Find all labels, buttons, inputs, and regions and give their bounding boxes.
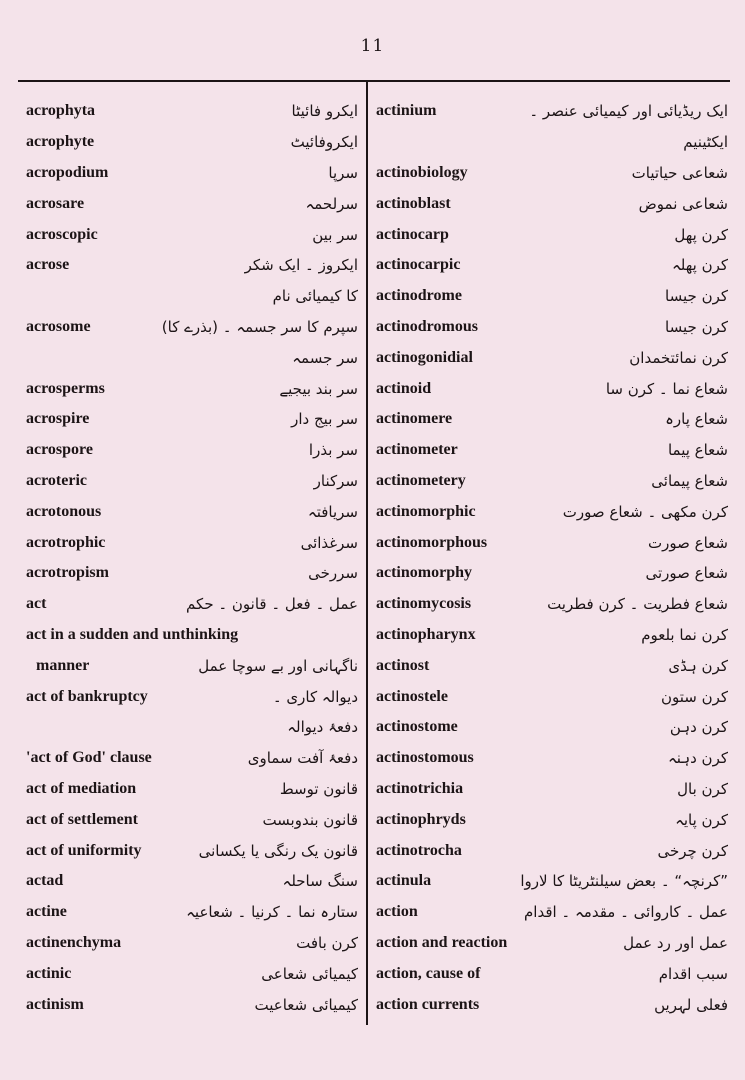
dictionary-entry xyxy=(376,958,728,989)
dictionary-entry xyxy=(376,342,728,373)
entry-term: action, cause of xyxy=(376,964,481,982)
dictionary-entry xyxy=(26,435,358,466)
entry-term: actinost xyxy=(376,656,430,674)
dictionary-entry xyxy=(26,958,358,989)
entry-translation: شعاع پیمائی xyxy=(651,471,728,490)
dictionary-entry xyxy=(376,650,728,681)
entry-translation: شعاع پیما xyxy=(667,441,728,460)
dictionary-entry xyxy=(376,589,728,620)
dictionary-entry xyxy=(26,866,358,897)
dictionary-entry xyxy=(26,743,358,774)
entry-term: action currents xyxy=(376,995,480,1013)
dictionary-entry xyxy=(376,158,728,189)
dictionary-entry xyxy=(26,897,358,928)
entry-translation: سر بذرا xyxy=(308,441,358,460)
left-column xyxy=(26,96,358,1020)
dictionary-entry xyxy=(376,774,728,805)
entry-term: actinometer xyxy=(376,441,458,459)
dictionary-entry xyxy=(376,712,728,743)
column-divider xyxy=(366,80,368,1025)
entry-translation: سر بیج دار xyxy=(291,410,358,429)
entry-term: act xyxy=(26,595,47,613)
dictionary-entry xyxy=(26,404,358,435)
entry-translation: شعاعی نموض xyxy=(638,194,728,213)
dictionary-entry xyxy=(376,281,728,312)
dictionary-entry xyxy=(376,188,728,219)
entry-term: actinocarp xyxy=(376,225,449,243)
dictionary-entry xyxy=(376,743,728,774)
entry-term: actinostomous xyxy=(376,749,474,767)
dictionary-entry xyxy=(376,496,728,527)
entry-translation: کرن جیسا xyxy=(665,287,728,306)
entry-translation: شعاعی حیاتیات xyxy=(631,163,728,182)
dictionary-entry xyxy=(26,496,358,527)
dictionary-entry xyxy=(376,373,728,404)
entry-term: actinometery xyxy=(376,471,466,489)
dictionary-entry xyxy=(26,527,358,558)
entry-term: acrosperms xyxy=(26,379,105,397)
entry-translation: ایکٹینیم xyxy=(683,133,728,152)
dictionary-entry xyxy=(26,620,358,651)
entry-translation: ایک ریڈیائی اور کیمیائی عنصر ۔ xyxy=(529,102,728,121)
entry-term: actinula xyxy=(376,872,432,890)
entry-term: actinogonidial xyxy=(376,348,473,366)
entry-translation: ”کرنچہ“ ۔ بعض سیلنٹریٹا کا لاروا xyxy=(520,872,728,891)
dictionary-entry xyxy=(376,219,728,250)
dictionary-entry xyxy=(26,219,358,250)
dictionary-entry xyxy=(26,158,358,189)
entry-translation: سرکنار xyxy=(313,471,358,490)
entry-term: action xyxy=(376,903,418,921)
entry-translation: دفعۂ دیوالہ xyxy=(287,718,358,737)
entry-translation: ستارہ نما ۔ کرنیا ۔ شعاعیہ xyxy=(186,903,358,922)
entry-translation: کرن بال xyxy=(677,779,728,798)
dictionary-entry xyxy=(26,96,358,127)
dictionary-entry xyxy=(376,928,728,959)
entry-term: 'act of God' clause xyxy=(26,749,152,767)
dictionary-entry xyxy=(376,96,728,127)
entry-translation: سنگ ساحلہ xyxy=(282,872,358,891)
entry-translation: عمل ۔ فعل ۔ قانون ۔ حکم xyxy=(186,595,358,614)
entry-translation: کرن دہن xyxy=(669,718,728,737)
entry-term: actinodrome xyxy=(376,287,462,305)
entry-term: actine xyxy=(26,903,67,921)
entry-term: actinocarpic xyxy=(376,256,461,274)
dictionary-entry xyxy=(26,558,358,589)
entry-translation: سرلحمہ xyxy=(305,194,358,213)
entry-translation: کرن پایہ xyxy=(675,810,728,829)
entry-term: actinomere xyxy=(376,410,453,428)
entry-term: actinotrocha xyxy=(376,841,462,859)
entry-term: actinium xyxy=(376,102,437,120)
entry-term: acrosome xyxy=(26,317,91,335)
entry-term: act of settlement xyxy=(26,810,138,828)
entry-term: actinopharynx xyxy=(376,625,476,643)
entry-translation: ایکرو فائیٹا xyxy=(291,102,358,121)
entry-term: acrotonous xyxy=(26,502,102,520)
entry-translation: دفعۂ آفت سماوی xyxy=(247,749,358,768)
entry-term: actad xyxy=(26,872,64,890)
entry-term: acrophyte xyxy=(26,133,95,151)
entry-translation: کرن نمائتخمدان xyxy=(629,348,728,367)
entry-term: actinism xyxy=(26,995,84,1013)
entry-term: actinomorphy xyxy=(376,564,472,582)
entry-term: acrospire xyxy=(26,410,90,428)
entry-translation: سرغذائی xyxy=(300,533,358,552)
entry-term: act of mediation xyxy=(26,779,137,797)
entry-term: action and reaction xyxy=(376,933,508,951)
dictionary-entry xyxy=(26,127,358,158)
entry-translation: سپرم کا سر جسمہ ۔ (بذرے کا) xyxy=(161,317,358,336)
entry-translation: شعاع پارہ xyxy=(665,410,728,429)
dictionary-entry xyxy=(26,466,358,497)
entry-term: acrotrophic xyxy=(26,533,106,551)
dictionary-entry xyxy=(26,250,358,281)
entry-translation: سبب اقدام xyxy=(658,964,728,983)
entry-translation: سرپا xyxy=(328,163,358,182)
entry-translation: کرن ستون xyxy=(660,687,728,706)
entry-translation: کرن جیسا xyxy=(665,317,728,336)
entry-term: actinomorphous xyxy=(376,533,488,551)
dictionary-entry xyxy=(376,466,728,497)
entry-translation: قانون توسط xyxy=(279,779,358,798)
entry-translation: سریافتہ xyxy=(307,502,358,521)
page-number: 11 xyxy=(360,36,385,56)
entry-term: acropodium xyxy=(26,163,109,181)
entry-term: actinenchyma xyxy=(26,933,122,951)
dictionary-entry xyxy=(376,681,728,712)
entry-translation: شعاع نما ۔ کرن سا xyxy=(605,379,728,398)
entry-translation: عمل اور رد عمل xyxy=(623,933,728,952)
entry-translation: کا کیمیائی نام xyxy=(272,287,358,306)
entry-translation: سر جسمہ xyxy=(292,348,358,367)
dictionary-entry xyxy=(376,835,728,866)
dictionary-entry xyxy=(26,835,358,866)
entry-term: act of uniformity xyxy=(26,841,142,859)
dictionary-entry xyxy=(376,989,728,1020)
entry-translation: کرن دہنہ xyxy=(668,749,728,768)
entry-translation: کیمیائی شعاعیت xyxy=(254,995,358,1014)
dictionary-entry xyxy=(26,989,358,1020)
entry-translation: کرن مکھی ۔ شعاع صورت xyxy=(562,502,728,521)
entry-translation: سر بند بیجیے xyxy=(279,379,358,398)
entry-term: acrospore xyxy=(26,441,93,459)
entry-term: actinoblast xyxy=(376,194,451,212)
dictionary-entry xyxy=(26,774,358,805)
entry-term: actinodromous xyxy=(376,317,478,335)
entry-term: actinomorphic xyxy=(376,502,476,520)
dictionary-entry xyxy=(376,435,728,466)
entry-term: manner xyxy=(36,656,90,674)
entry-translation: شعاع صورتی xyxy=(645,564,728,583)
dictionary-entry xyxy=(376,866,728,897)
entry-term: actinoid xyxy=(376,379,432,397)
dictionary-entry xyxy=(376,404,728,435)
dictionary-entry xyxy=(376,897,728,928)
entry-term: acrophyta xyxy=(26,102,96,120)
entry-term: acroteric xyxy=(26,471,87,489)
top-rule xyxy=(18,80,730,82)
dictionary-entry xyxy=(26,589,358,620)
entry-translation: سر بین xyxy=(312,225,358,244)
dictionary-entry xyxy=(26,342,358,373)
entry-term: actinostome xyxy=(376,718,458,736)
entry-term: actinobiology xyxy=(376,163,468,181)
dictionary-entry xyxy=(376,127,728,158)
entry-translation: کرن پھل xyxy=(674,225,728,244)
dictionary-entry xyxy=(26,188,358,219)
right-column xyxy=(376,96,728,1020)
entry-translation: ایکروفائیٹ xyxy=(290,133,358,152)
entry-term: acrose xyxy=(26,256,70,274)
dictionary-entry xyxy=(376,558,728,589)
entry-term: acrosare xyxy=(26,194,85,212)
dictionary-entry xyxy=(26,281,358,312)
entry-translation: قانون یک رنگی یا یکسانی xyxy=(198,841,358,860)
dictionary-entry xyxy=(26,373,358,404)
entry-term: acroscopic xyxy=(26,225,98,243)
dictionary-entry xyxy=(376,804,728,835)
entry-term: actinotrichia xyxy=(376,779,464,797)
entry-translation: سررخی xyxy=(308,564,358,583)
dictionary-entry xyxy=(26,650,358,681)
dictionary-entry xyxy=(376,620,728,651)
entry-translation: ناگہانی اور بے سوچا عمل xyxy=(198,656,358,675)
dictionary-entry xyxy=(26,928,358,959)
entry-translation: کرن نما بلعوم xyxy=(641,625,728,644)
entry-term: act of bankruptcy xyxy=(26,687,148,705)
dictionary-entry xyxy=(26,712,358,743)
dictionary-entry xyxy=(376,527,728,558)
dictionary-entry xyxy=(376,312,728,343)
entry-translation: عمل ۔ کاروائی ۔ مقدمہ ۔ اقدام xyxy=(524,903,728,922)
dictionary-entry xyxy=(26,804,358,835)
entry-translation: شعاع صورت xyxy=(648,533,728,552)
entry-translation: کرن بافت xyxy=(296,933,358,952)
dictionary-entry xyxy=(26,681,358,712)
dictionary-entry xyxy=(376,250,728,281)
entry-term: actinomycosis xyxy=(376,595,472,613)
entry-term: act in a sudden and unthinking xyxy=(26,625,239,643)
dictionary-entry xyxy=(26,312,358,343)
entry-translation: کرن چرخی xyxy=(657,841,728,860)
entry-translation: دیوالہ کاری ۔ xyxy=(272,687,358,706)
entry-term: actinic xyxy=(26,964,72,982)
entry-translation: قانون بندوبست xyxy=(262,810,358,829)
entry-term: actinophryds xyxy=(376,810,466,828)
entry-translation: فعلی لہریں xyxy=(654,995,728,1014)
entry-translation: کیمیائی شعاعی xyxy=(261,964,358,983)
entry-term: acrotropism xyxy=(26,564,109,582)
entry-translation: ایکروز ۔ ایک شکر xyxy=(244,256,358,275)
entry-translation: شعاع فطریت ۔ کرن فطریت xyxy=(547,595,728,614)
entry-term: actinostele xyxy=(376,687,448,705)
entry-translation: کرن پھلہ xyxy=(671,256,728,275)
entry-translation: کرن ہڈی xyxy=(668,656,728,675)
